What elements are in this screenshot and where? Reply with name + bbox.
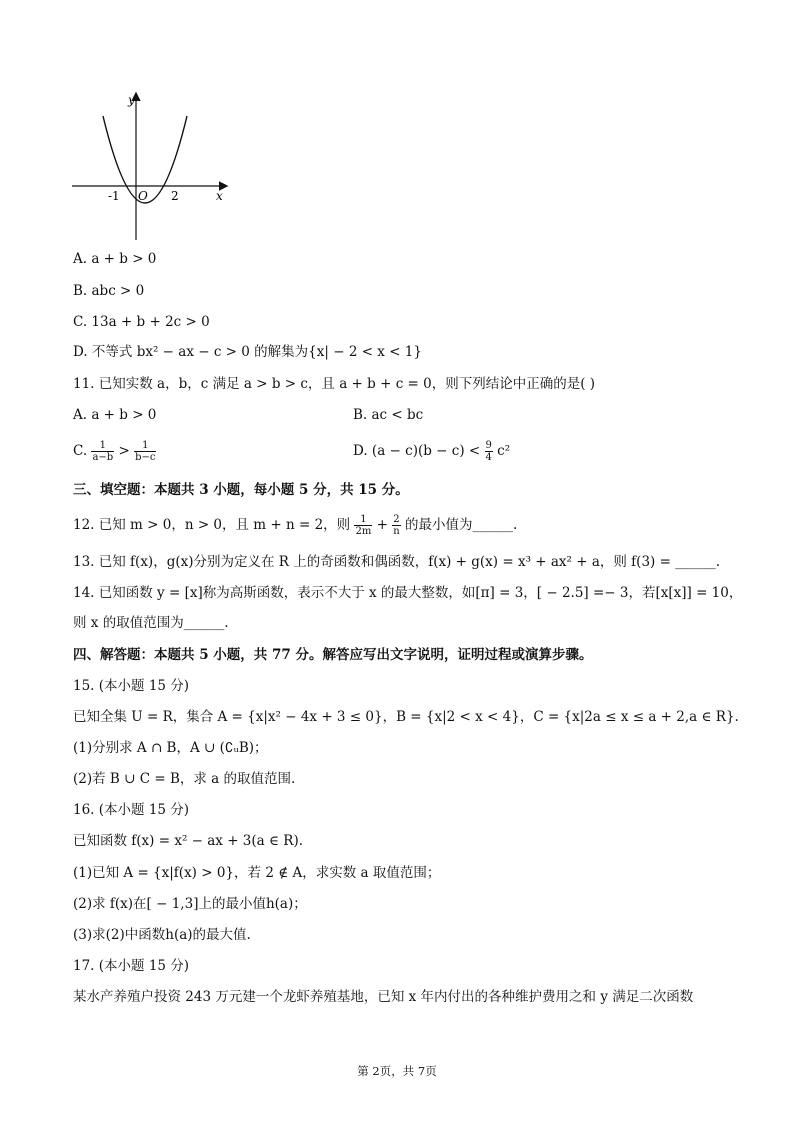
frac-numerator: 1 bbox=[354, 514, 372, 526]
q10-option-c: C. 13a + b + 2c > 0 bbox=[73, 314, 210, 330]
q11-stem: 11. 已知实数 a，b，c 满足 a > b > c，且 a + b + c = 0，则下列结论中正确的是( ) bbox=[73, 376, 596, 392]
frac-denominator: n bbox=[393, 526, 400, 537]
frac-numerator: 1 bbox=[134, 440, 156, 452]
q17-stem: 某水产养殖户投资 243 万元建一个龙虾养殖基地，已知 x 年内付出的各种维护费用之和 y 满足二次函数 bbox=[73, 989, 694, 1005]
q15-part-2: (2)若 B ∪ C = B，求 a 的取值范围. bbox=[73, 771, 296, 787]
frac-denominator: b−c bbox=[135, 452, 156, 463]
q14-line-1: 14. 已知函数 y = [x]称为高斯函数，表示不大于 x 的最大整数，如[π] = 3，[ − 2.5] =− 3，若[x[x]] = 10， bbox=[73, 585, 743, 601]
q16-part-3: (3)求(2)中函数h(a)的最大值. bbox=[73, 927, 251, 943]
q11-option-b: B. ac < bc bbox=[353, 407, 424, 423]
q11-option-a: A. a + b > 0 bbox=[73, 407, 157, 423]
q11-option-d-suffix: c² bbox=[497, 443, 511, 459]
tick-2: 2 bbox=[171, 189, 179, 203]
q15-heading: 15. (本小题 15 分) bbox=[73, 678, 190, 694]
q16-heading: 16. (本小题 15 分) bbox=[73, 802, 190, 818]
frac-denominator: a−b bbox=[92, 452, 114, 463]
tick-neg1: -1 bbox=[108, 189, 120, 203]
q15-stem: 已知全集 U = R，集合 A = {x|x² − 4x + 3 ≤ 0}，B = {x|2 < x < 4}，C = {x|2a ≤ x ≤ a + 2,a ∈ R}. bbox=[73, 709, 739, 725]
q12-suffix: 的最小值为______. bbox=[405, 517, 518, 533]
q12-frac1 bbox=[354, 514, 372, 537]
q10-option-d: D. 不等式 bx² − ax − c > 0 的解集为{x| − 2 < x < 1} bbox=[73, 344, 422, 360]
x-axis-label: x bbox=[216, 189, 223, 203]
q16-part-2: (2)求 f(x)在[ − 1,3]上的最小值h(a)； bbox=[73, 896, 307, 912]
frac-numerator: 1 bbox=[91, 440, 114, 452]
frac-denominator: 2m bbox=[355, 526, 372, 537]
section-4-heading: 四、解答题：本题共 5 小题，共 77 分。解答应写出文字说明，证明过程或演算步骤。 bbox=[73, 647, 593, 663]
q11-option-c bbox=[73, 440, 156, 463]
q11-option-c-op: > bbox=[118, 443, 130, 459]
q17-heading: 17. (本小题 15 分) bbox=[73, 958, 190, 974]
q15-part-1: (1)分别求 A ∩ B，A ∪ (∁ᵤB)； bbox=[73, 740, 268, 756]
y-axis-label: y bbox=[128, 93, 135, 107]
q12-prefix: 12. 已知 m > 0，n > 0，且 m + n = 2，则 bbox=[73, 517, 351, 533]
q11-option-d-frac bbox=[485, 440, 493, 463]
q11-option-c-prefix: C. bbox=[73, 443, 88, 459]
q11-option-d bbox=[353, 440, 510, 463]
q16-stem: 已知函数 f(x) = x² − ax + 3(a ∈ R). bbox=[73, 833, 304, 849]
page-footer: 第 2页，共 7页 bbox=[357, 1064, 437, 1078]
origin-label: O bbox=[138, 189, 148, 203]
q11-option-c-frac1 bbox=[91, 440, 114, 463]
frac-denominator: 4 bbox=[485, 452, 492, 463]
q10-option-b: B. abc > 0 bbox=[73, 283, 145, 299]
q12-frac2 bbox=[392, 514, 400, 537]
parabola-graph bbox=[66, 88, 236, 248]
q16-part-1: (1)已知 A = {x|f(x) > 0}，若 2 ∉ A，求实数 a 取值范围； bbox=[73, 865, 441, 881]
q10-option-a: A. a + b > 0 bbox=[73, 251, 157, 267]
frac-numerator: 9 bbox=[485, 440, 492, 451]
q12-plus: + bbox=[376, 517, 388, 533]
q11-option-c-frac2 bbox=[134, 440, 156, 463]
section-3-heading: 三、填空题：本题共 3 小题，每小题 5 分，共 15 分。 bbox=[73, 482, 409, 498]
frac-numerator: 2 bbox=[393, 514, 400, 525]
q14-line-2: 则 x 的取值范围为______. bbox=[73, 615, 229, 631]
q12-stem bbox=[73, 514, 517, 537]
q13-stem: 13. 已知 f(x)，g(x)分别为定义在 R 上的奇函数和偶函数，f(x) + g(x) = x³ + ax² + a，则 f(3) = ______. bbox=[73, 554, 720, 570]
q11-option-d-prefix: D. (a − c)(b − c) < bbox=[353, 443, 481, 459]
